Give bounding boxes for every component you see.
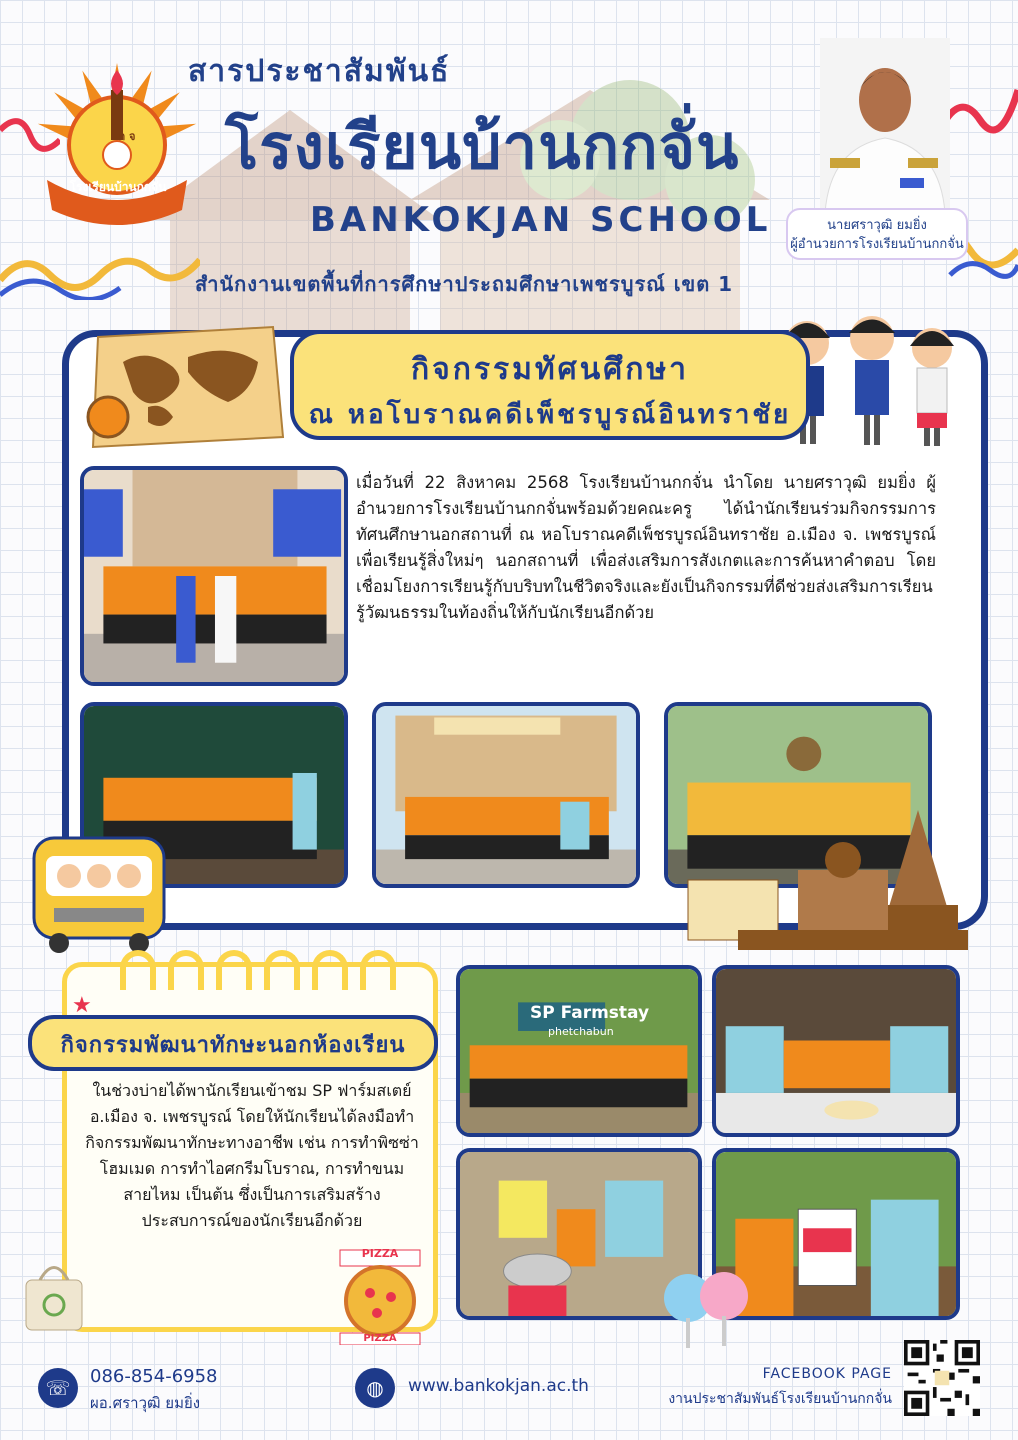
photo-farmstay-group: [456, 965, 702, 1137]
field-trip-title-line2: ณ หอโบราณคดีเพ็ชรบูรณ์อินทราชัย: [308, 400, 792, 430]
director-position: ผู้อำนวยการโรงเรียนบ้านกกจั่น: [790, 237, 964, 252]
footer-facebook-name[interactable]: งานประชาสัมพันธ์โรงเรียนบ้านกกจั่น: [668, 1391, 892, 1407]
photo-pizza-making: [712, 965, 960, 1137]
binder-ring: [312, 950, 348, 990]
skills-activity-description: ในช่วงบ่ายได้พานักเรียนเข้าชม SP ฟาร์มสเตย์ อ.เมือง จ. เพชรบูรณ์ โดยให้นักเรียนได้ลงมือทำกิจกรรมพัฒนาทักษะทางอาชีพ เช่น การทำพิซซ่าโฮมเมด การทำไอศกรีมโบราณ, การทำขนมสายไหม เป็นต้น ซึ่งเป็นการเสริมสร้างประสบการณ์ของนักเรียนอีกด้วย: [85, 1081, 419, 1230]
binder-ring: [168, 950, 204, 990]
farmstay-sign: SP Farmstay: [530, 1003, 650, 1023]
school-name-thai: โรงเรียนบ้านกกจั่น: [225, 110, 740, 183]
binder-ring: [120, 950, 156, 990]
farmstay-sign-sub: phetchabun: [548, 1025, 614, 1038]
field-trip-title-line1: กิจกรรมทัศนศึกษา: [410, 352, 690, 387]
school-name-english: BANKOKJAN SCHOOL: [310, 200, 772, 240]
newsletter-label: สารประชาสัมพันธ์: [188, 54, 451, 89]
globe-icon: ◍: [355, 1368, 395, 1408]
field-trip-description: เมื่อวันที่ 22 สิงหาคม 2568 โรงเรียนบ้านกกจั่น นำโดย นายศราวุฒิ ยมยิ่ง ผู้อำนวยการโรงเรียนบ้านกกจั่นพร้อมด้วยคณะครู ได้นำนักเรียนร่วมกิจกรรมการทัศนศึกษานอกสถานที่ ณ หอโบราณคดีเพ็ชรบูรณ์อินทราชัย อ.เมือง จ. เพชรบูรณ์ เพื่อเรียนรู้สิ่งใหม่ๆ นอกสถานที่ เพื่อส่งเสริมการสังเกตและการค้นหาคำตอบ โดยเชื่อมโยงการเรียนรู้กับบริบทในชีวิตจริงและยังเป็นกิจกรรมที่ดีช่วยส่งเสริมการเรียนรู้วัฒนธรรมในท้องถิ่นให้กับนักเรียนอีกด้วย: [356, 473, 936, 622]
footer-phone[interactable]: 086-854-6958: [90, 1366, 218, 1387]
footer-phone-owner: ผอ.ศราวุฒิ ยมยิ่ง: [90, 1394, 201, 1412]
cotton-candy-illustration: [656, 1268, 756, 1348]
footer-facebook-label: FACEBOOK PAGE: [762, 1366, 892, 1382]
qr-code-icon[interactable]: [904, 1340, 980, 1416]
logo-ribbon-text: โรงเรียนบ้านกกจั่น: [69, 180, 167, 194]
wave-decoration-left: [0, 240, 200, 300]
logo-seal-text: ก จ: [118, 130, 136, 143]
star-icon: ★: [72, 993, 92, 1018]
director-card: [786, 208, 968, 260]
wave-decoration-right: [940, 70, 1018, 150]
skills-activity-title: กิจกรรมพัฒนาทักษะนอกห้องเรียน: [60, 1033, 406, 1058]
pizza-box-label-bottom: PIZZA: [363, 1333, 397, 1344]
binder-ring: [264, 950, 300, 990]
school-logo: [32, 60, 202, 230]
director-photo: [820, 38, 950, 213]
ancient-temple-illustration: [678, 800, 980, 960]
school-bus-illustration: [14, 828, 174, 958]
binder-ring: [216, 950, 252, 990]
treasure-map-illustration: [78, 322, 288, 452]
director-name: นายศราวุฒิ ยมยิ่ง: [827, 218, 927, 233]
eco-bag-illustration: [14, 1255, 94, 1335]
pizza-box-illustration: [325, 1245, 435, 1345]
pizza-box-label-top: PIZZA: [361, 1247, 399, 1260]
education-office: สำนักงานเขตพื้นที่การศึกษาประถมศึกษาเพชรบูรณ์ เขต 1: [195, 272, 734, 296]
binder-ring: [360, 950, 396, 990]
photo-museum-entrance: [80, 466, 348, 686]
photo-museum-building: [372, 702, 640, 888]
footer-website[interactable]: www.bankokjan.ac.th: [408, 1376, 589, 1396]
phone-icon: ☏: [38, 1368, 78, 1408]
